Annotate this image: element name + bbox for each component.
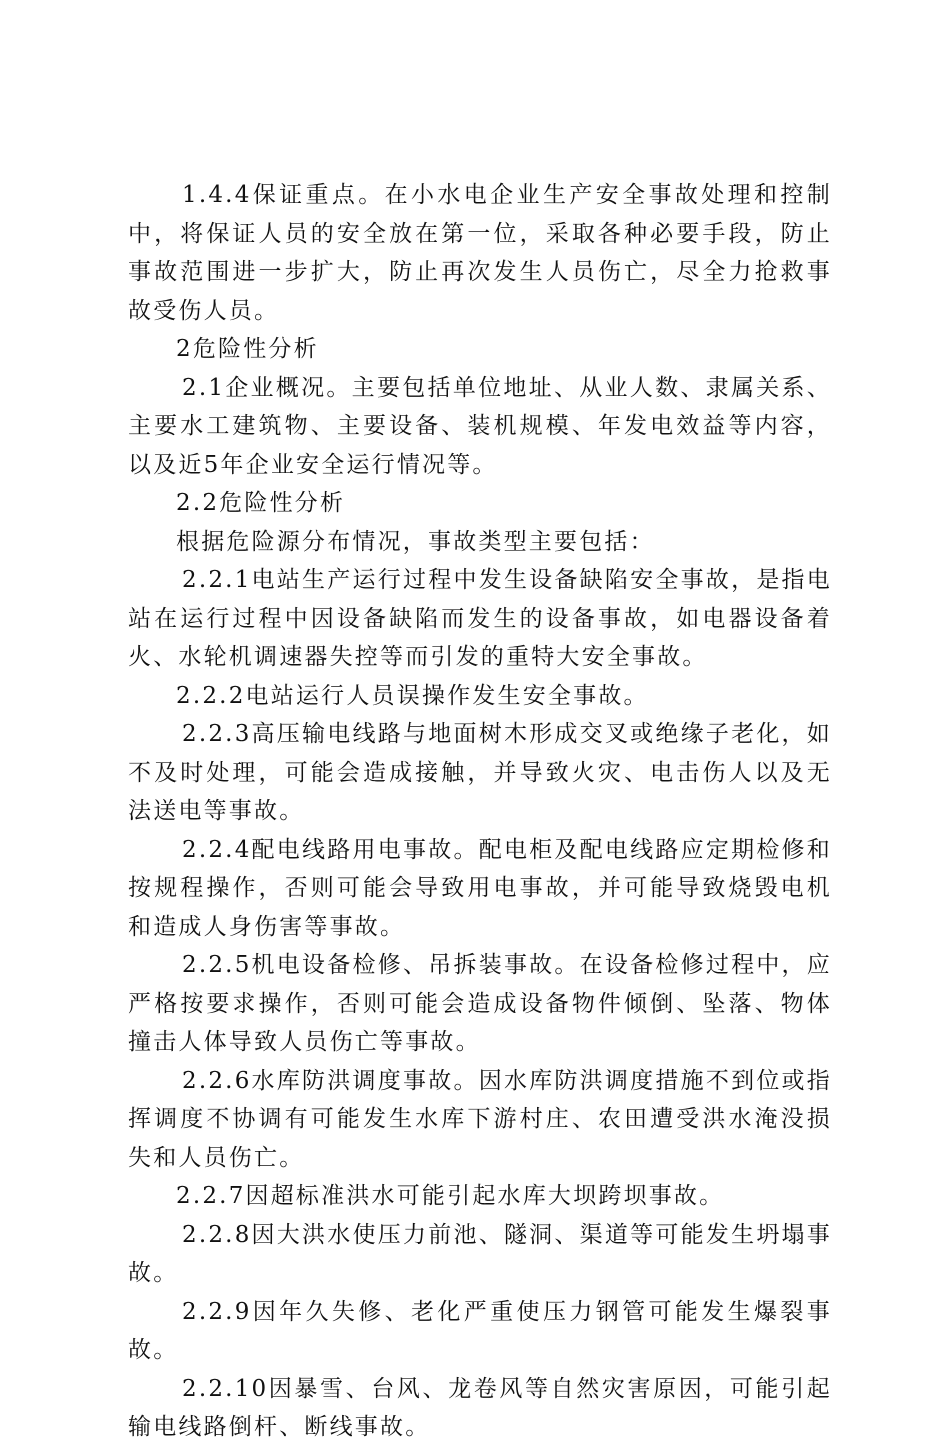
paragraph-2-2-3: 2.2.3高压输电线路与地面树木形成交叉或绝缘子老化，如不及时处理，可能会造成接触，并导致火灾、电击伤人以及无法送电等事故。 bbox=[128, 721, 832, 824]
paragraph-2-2-2: 2.2.2电站运行人员误操作发生安全事故。 bbox=[176, 682, 649, 709]
paragraph-2-1: 2.1企业概况。主要包括单位地址、从业人数、隶属关系、主要水工建筑物、主要设备、装机规模、年发电效益等内容，以及近5年企业安全运行情况等。 bbox=[128, 374, 832, 478]
document-body bbox=[128, 176, 832, 1447]
paragraph-2-2-1: 2.2.1电站生产运行过程中发生设备缺陷安全事故，是指电站在运行过程中因设备缺陷而发生的设备事故，如电器设备着火、水轮机调速器失控等而引发的重特大安全事故。 bbox=[128, 567, 832, 670]
intro-line: 根据危险源分布情况，事故类型主要包括： bbox=[176, 528, 655, 555]
paragraph-2-2-5: 2.2.5机电设备检修、吊拆装事故。在设备检修过程中，应严格按要求操作，否则可能会造成设备物件倾倒、坠落、物体撞击人体导致人员伤亡等事故。 bbox=[128, 952, 832, 1055]
paragraph-1-4-4: 1.4.4保证重点。在小水电企业生产安全事故处理和控制中，将保证人员的安全放在第一位，采取各种必要手段，防止事故范围进一步扩大，防止再次发生人员伤亡，尽全力抢救事故受伤人员。 bbox=[128, 182, 832, 324]
section-heading-2: 2危险性分析 bbox=[176, 336, 319, 362]
paragraph-2-2-6: 2.2.6水库防洪调度事故。因水库防洪调度措施不到位或指挥调度不协调有可能发生水库下游村庄、农田遭受洪水淹没损失和人员伤亡。 bbox=[128, 1067, 832, 1171]
paragraph-2-2-8: 2.2.8因大洪水使压力前池、隧洞、渠道等可能发生坍塌事故。 bbox=[128, 1221, 832, 1286]
paragraph-2-2-7: 2.2.7因超标准洪水可能引起水库大坝跨坝事故。 bbox=[176, 1183, 725, 1209]
section-heading-2-2: 2.2危险性分析 bbox=[176, 490, 346, 516]
paragraph-2-2-4: 2.2.4配电线路用电事故。配电柜及配电线路应定期检修和按规程操作，否则可能会导致用电事故，并可能导致烧毁电机和造成人身伤害等事故。 bbox=[128, 836, 832, 940]
paragraph-2-2-9: 2.2.9因年久失修、老化严重使压力钢管可能发生爆裂事故。 bbox=[128, 1298, 832, 1363]
paragraph-2-2-10: 2.2.10因暴雪、台风、龙卷风等自然灾害原因，可能引起输电线路倒杆、断线事故。 bbox=[128, 1375, 832, 1440]
